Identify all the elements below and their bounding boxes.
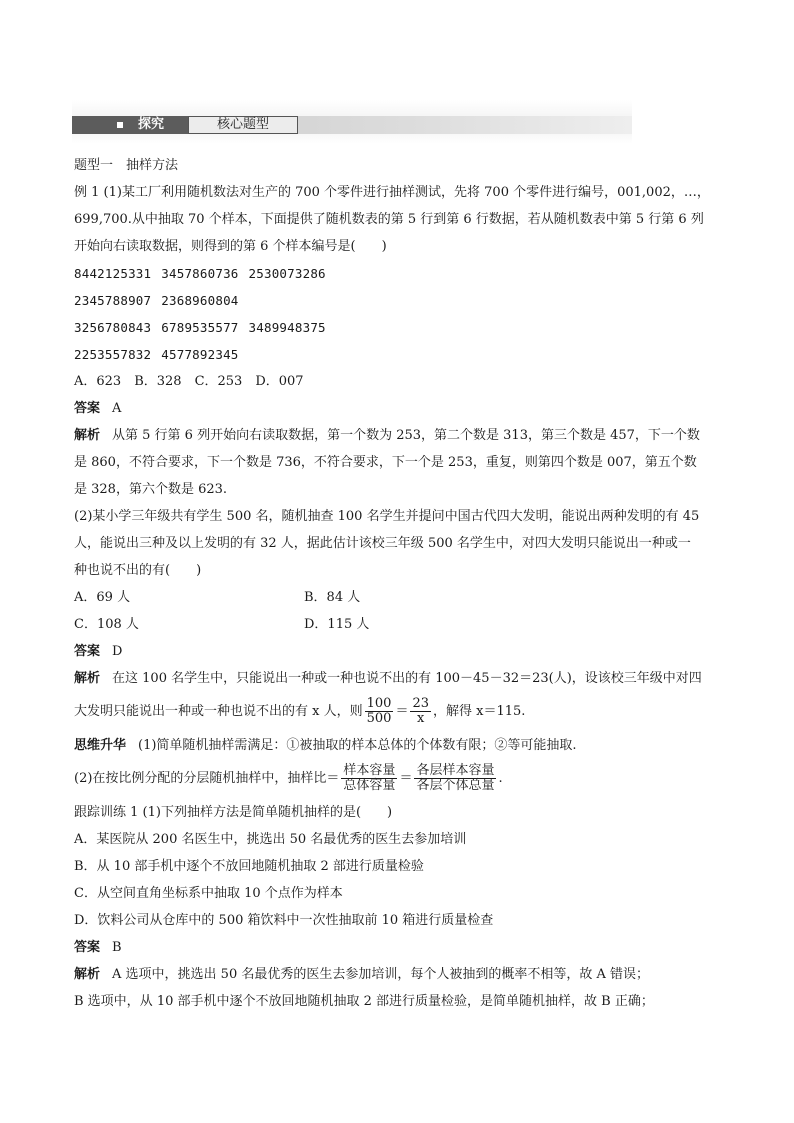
- table-cell: 3256780843: [74, 320, 152, 335]
- random-table-row: [74, 287, 724, 314]
- table-cell: 3457860736: [161, 266, 239, 281]
- practice-analysis-line-2: B 选项中，从 10 部手机中逐个不放回地随机抽取 2 部进行质量检验，是简单随机抽样，故 B 正确；: [74, 994, 654, 1009]
- section-banner: [72, 100, 632, 144]
- ex1-analysis-line-1: [74, 422, 724, 449]
- analysis-text: 从第 5 行第 6 列开始向右读取数据，第一个数为 253，第二个数是 313，第三个数是 457，下一个数: [112, 428, 700, 443]
- table-cell: 2530073286: [248, 266, 326, 281]
- fraction-denominator: x: [417, 711, 425, 726]
- equals-sign: ＝: [395, 704, 409, 719]
- ex2-options-row-1: [74, 584, 724, 611]
- fraction: [410, 697, 431, 726]
- ex1-analysis-line-3: 是 328，第六个数是 623.: [74, 482, 228, 497]
- analysis-text: 大发明只能说出一种或一种也说不出的有 x 人，则: [74, 704, 363, 719]
- option-d: D．115 人: [304, 617, 370, 632]
- fraction-numerator: 23: [412, 696, 429, 711]
- fraction: [341, 764, 397, 793]
- ex1-options: A．623 B．328 C．253 D．007: [74, 374, 304, 389]
- analysis-text: A 选项中，挑选出 50 名最优秀的医生去参加培训，每个人被抽到的概率不相等，故 A 错误；: [112, 967, 649, 982]
- practice-analysis-line-1: [74, 961, 724, 988]
- practice-option-c: C．从空间直角坐标系中抽取 10 个点作为样本: [74, 886, 343, 901]
- fraction-denominator: 各层个体总量: [416, 778, 495, 793]
- ex2-analysis-line-1: [74, 665, 724, 692]
- answer-value: D: [112, 644, 123, 659]
- answer-label: 答案: [74, 401, 101, 416]
- fraction-denominator: 总体容量: [343, 778, 396, 793]
- summary-text: (2)在按比例分配的分层随机抽样中，抽样比＝: [74, 771, 340, 786]
- practice-option-d: D．饮料公司从仓库中的 500 箱饮料中一次性抽取前 10 箱进行质量检查: [74, 913, 494, 928]
- analysis-text: ，解得 x＝115.: [433, 704, 526, 719]
- summary-text: (1)简单随机抽样需满足：①被抽取的样本总体的个体数有限；②等可能抽取.: [138, 738, 577, 753]
- banner-left-label: 探究: [138, 117, 165, 132]
- option-c: C．108 人: [74, 617, 139, 632]
- practice-option-a: A．某医院从 200 名医生中，挑选出 50 名最优秀的医生去参加培训: [74, 832, 467, 847]
- analysis-label: 解析: [74, 967, 101, 982]
- answer-value: B: [112, 940, 122, 955]
- fraction-numerator: 样本容量: [343, 763, 396, 778]
- ex2-answer: [74, 638, 724, 665]
- analysis-text: 在这 100 名学生中，只能说出一种或一种也说不出的有 100－45－32＝23(人)，设该校三年级中对四: [112, 671, 702, 686]
- table-cell: 4577892345: [161, 347, 239, 362]
- summary-label: 思维升华: [74, 738, 127, 753]
- banner-bar: [72, 116, 632, 134]
- table-cell: 3489948375: [248, 320, 326, 335]
- ex1-answer: [74, 395, 724, 422]
- table-cell: 2345788907: [74, 293, 152, 308]
- square-bullet-icon: [117, 122, 123, 128]
- table-cell: 2368960804: [161, 293, 239, 308]
- fraction-denominator: 500: [366, 711, 392, 726]
- random-table-row: [74, 341, 724, 368]
- fraction-numerator: 100: [366, 696, 392, 711]
- practice-option-b: B．从 10 部手机中逐个不放回地随机抽取 2 部进行质量检验: [74, 859, 424, 874]
- answer-label: 答案: [74, 940, 101, 955]
- fraction: [414, 764, 496, 793]
- ex2-question-line-3: 种也说不出的有( ): [74, 563, 202, 578]
- answer-label: 答案: [74, 644, 101, 659]
- answer-value: A: [112, 401, 122, 416]
- summary-line-2: [74, 759, 724, 799]
- ex1-analysis-line-2: 是 860，不符合要求，下一个数是 736，不符合要求，下一个是 253，重复，则第四个数是 007，第五个数: [74, 455, 697, 470]
- ex1-question-line-2: 699,700.从中抽取 70 个样本，下面提供了随机数表的第 5 行到第 6 行数据，若从随机数表中第 5 行第 6 列: [74, 212, 704, 227]
- random-table-row: [74, 260, 724, 287]
- ex1-question-line-3: 开始向右读取数据，则得到的第 6 个样本编号是( ): [74, 239, 387, 254]
- option-b: B．84 人: [304, 590, 361, 605]
- table-cell: 2253557832: [74, 347, 152, 362]
- analysis-label: 解析: [74, 428, 101, 443]
- analysis-label: 解析: [74, 671, 101, 686]
- random-table-row: [74, 314, 724, 341]
- fraction: [365, 697, 394, 726]
- table-cell: 6789535577: [161, 320, 239, 335]
- banner-tab-core: 核心题型: [188, 116, 298, 134]
- equals-sign: ＝: [399, 771, 413, 786]
- summary-text: .: [498, 771, 503, 786]
- fraction-numerator: 各层样本容量: [416, 763, 495, 778]
- practice-answer: [74, 934, 724, 961]
- table-cell: 8442125331: [74, 266, 152, 281]
- banner-tab-explore: [72, 116, 188, 134]
- section-title: 题型一 抽样方法: [74, 158, 179, 173]
- ex2-question-line-1: (2)某小学三年级共有学生 500 名，随机抽查 100 名学生并提问中国古代四大发明，能说出两种发明的有 45: [74, 509, 700, 524]
- summary-line-1: [74, 732, 724, 759]
- ex2-options-row-2: [74, 611, 724, 638]
- ex2-analysis-line-2: [74, 692, 724, 732]
- document-body: [74, 152, 724, 1015]
- option-a: A．69 人: [74, 590, 131, 605]
- practice-question: 跟踪训练 1 (1)下列抽样方法是简单随机抽样的是( ): [74, 805, 393, 820]
- ex2-question-line-2: 人，能说出三种及以上发明的有 32 人，据此估计该校三年级 500 名学生中，对四大发明只能说出一种或一: [74, 536, 691, 551]
- ex1-question-line-1: 例 1 (1)某工厂利用随机数法对生产的 700 个零件进行抽样测试，先将 700 个零件进行编号，001,002，…，: [74, 185, 710, 200]
